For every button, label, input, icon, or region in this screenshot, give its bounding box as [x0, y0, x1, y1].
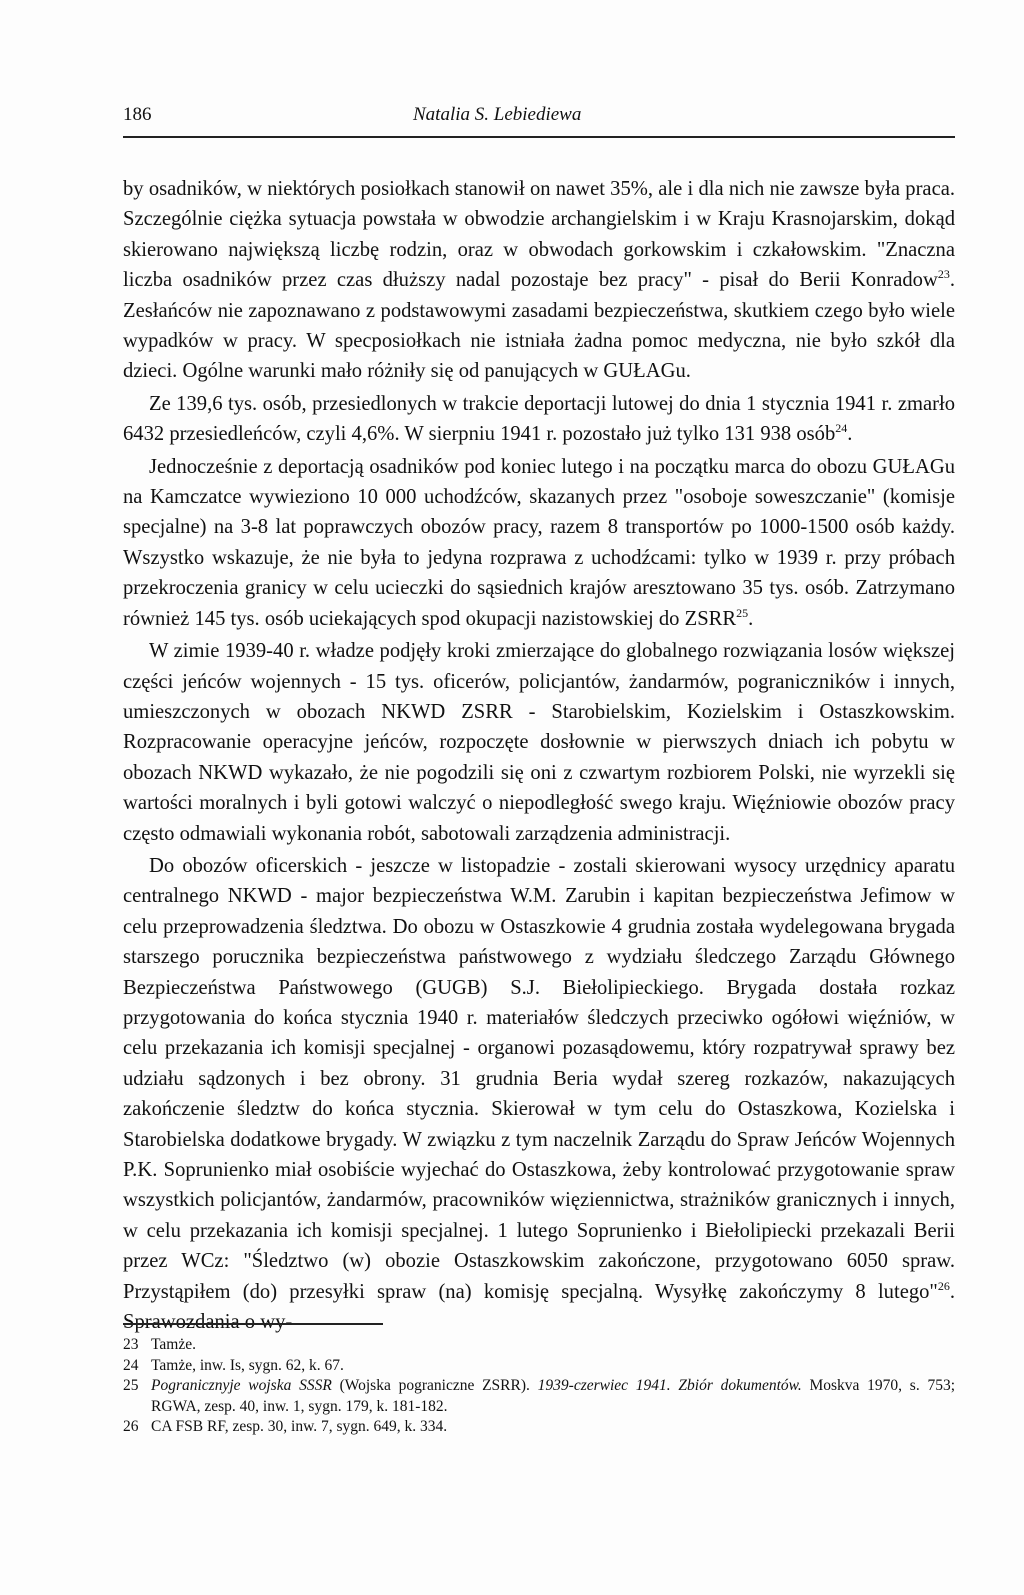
paragraph-5	[123, 851, 955, 1338]
footnote-number: 23	[123, 1336, 139, 1353]
footnotes	[123, 1335, 955, 1438]
header-rule	[123, 136, 955, 138]
page-header	[123, 104, 953, 134]
footnote-title-italic: Pogranicznyje wojska SSSR	[151, 1377, 332, 1394]
paragraph-3-text-b: .	[748, 607, 754, 630]
footnote-23	[123, 1335, 955, 1356]
paragraph-4	[123, 636, 955, 849]
footnote-ref-26[interactable]: 26	[937, 1278, 950, 1293]
paragraph-1	[123, 174, 955, 387]
paragraph-5-text-b: .	[949, 1280, 955, 1303]
footnote-text: CA FSB RF, zesp. 30, inw. 7, sygn. 649, k. 334.	[151, 1418, 448, 1435]
footnote-number: 24	[123, 1356, 139, 1374]
paragraph-2-text-b: .	[847, 423, 853, 446]
footnote-number: 26	[123, 1418, 139, 1435]
paragraph-3-text-a: Jednocześnie z deportacją osadników pod koniec lutego i na początku marca do obozu GUŁAGu na Kamczatce wywieziono 10 000 uchodźców, skazanych przez "osoboje soweszczanie" (komisje specjalne) na 3-8 lat poprawczych obozów pracy, razem 8 transportów po 1000-1500 osób każdy. Wszystko wskazuje, że nie była to jedyna rozprawa z uchodźcami: tylko w 1939 r. przy próbach przekroczenia granicy w celu ucieczki do sąsiednich krajów aresztowano 35 tys. osób. Zatrzymano również 145 tys. osób uciekających spod okupacji nazistowskiej do ZSRR	[123, 455, 955, 630]
body-text	[123, 174, 955, 1339]
paragraph-5-text-a: Do obozów oficerskich - jeszcze w listopadzie - zostali skierowani wysocy urzędnicy aparatu centralnego NKWD - major bezpieczeństwa W.M. Zarubin i kapitan bezpieczeństwa Jefimow w celu przeprowadzenia śledztwa. Do obozu w Ostaszkowie 4 grudnia została wydelegowana brygada starszego porucznika bezpieczeństwa państwowego z wydziału śledczego Zarządu Głównego Bezpieczeństwa Państwowego (GUGB) S.J. Biełolipieckiego. Brygada dostała rozkaz przygotowania do końca stycznia 1940 r. materiałów śledczych przeciwko ogółowi więźniów, w celu przekazania ich komisji specjalnej - organowi pozasądowemu, który rozpatrywał sprawy bez udziału sądzonych i bez obrony. 31 grudnia Beria wydał szereg rozkazów, nakazujących zakończenie śledztw do końca stycznia. Skierował w tym celu do Ostaszkowa, Kozielska i Starobielska dodatkowe brygady. W związku z tym naczelnik Zarządu do Spraw Jeńców Wojennych P.K. Soprunienko miał osobiście wyjechać do Ostaszkowa, żeby kontrolować przygotowanie spraw wszystkich policjantów, żandarmów, pracowników więziennictwa, strażników granicznych i innych, w celu przekazania ich komisji specjalnej. 1 lutego Soprunienko i Biełolipiecki przekazali Berii przez WCz: "Śledztwo (w) obozie Ostaszkowskim zakończone, przygotowano 6050 spraw. Przystąpiłem (do) przesyłki spraw (na) komisję specjalną. Wysyłkę zakończymy 8 lutego"	[123, 854, 955, 1303]
paragraph-3	[123, 452, 955, 634]
footnote-text-mid: (Wojska pograniczne ZSRR).	[331, 1377, 538, 1394]
footnote-ref-25[interactable]: 25	[736, 605, 749, 620]
paragraph-4-text: W zimie 1939-40 r. władze podjęły kroki zmierzające do globalnego rozwiązania losów większej części jeńców wojennych - 15 tys. oficerów, policjantów, żandarmów, pograniczników i innych, umieszczonych w obozach NKWD ZSRR - Starobielskim, Kozielskim i Ostaszkowskim. Rozpracowanie operacyjne jeńców, rozpoczęte dosłownie w pierwszych dniach ich pobytu w obozach NKWD wykazało, że nie pogodzili się oni z czwartym rozbiorem Polski, nie wyrzekli się wartości moralnych i byli gotowi walczyć o niepodległość swego kraju. Więźniowie obozów pracy często odmawiali wykonania robót, sabotowali zarządzenia administracji.	[123, 640, 955, 845]
page-number: 186	[123, 104, 152, 125]
paragraph-2	[123, 389, 955, 450]
footnote-26	[123, 1417, 955, 1438]
footnote-subtitle-italic: 1939-czerwiec 1941. Zbiór dokumentów.	[537, 1377, 802, 1394]
footnote-ref-24[interactable]: 24	[835, 421, 848, 436]
footnote-rule	[123, 1323, 383, 1325]
footnote-text: Tamże.	[151, 1336, 196, 1353]
footnote-25	[123, 1376, 955, 1417]
footnote-text-rest: Moskva 1970, s. 753; RGWA, zesp. 40, inw. 1, sygn. 179, k. 181-182.	[151, 1377, 956, 1415]
footnote-24	[123, 1356, 955, 1377]
paragraph-1-text-b: . Zesłańców nie zapoznawano z podstawowymi zasadami bezpieczeństwa, skutkiem czego było wiele wypadków w pracy. W specposiołkach nie istniała żadna pomoc medyczna, nie było szkół dla dzieci. Ogólne warunki mało różniły się od panujących w GUŁAGu.	[123, 269, 955, 383]
running-title: Natalia S. Lebiediewa	[413, 104, 582, 125]
paragraph-2-text-a: Ze 139,6 tys. osób, przesiedlonych w trakcie deportacji lutowej do dnia 1 stycznia 1941 r. zmarło 6432 przesiedleńców, czyli 4,6%. W sierpniu 1941 r. pozostało już tylko 131 938 osób	[123, 392, 955, 446]
footnote-text: Tamże, inw. Is, sygn. 62, k. 67.	[151, 1356, 344, 1374]
paragraph-1-text-a: by osadników, w niektórych posiołkach stanowił on nawet 35%, ale i dla nich nie zawsze była praca. Szczególnie ciężka sytuacja powstała w obwodzie archangielskim i w Kraju Krasnojarskim, dokąd skierowano największą liczbę rodzin, oraz w obwodach gorkowskim i czkałowskim. "Znaczna liczba osadników przez czas dłuższy nadal pozostaje bez pracy" - pisał do Berii Konradow	[123, 178, 955, 292]
footnote-ref-23[interactable]: 23	[937, 267, 950, 282]
footnote-number: 25	[123, 1377, 139, 1394]
footnote-text	[151, 1376, 955, 1417]
